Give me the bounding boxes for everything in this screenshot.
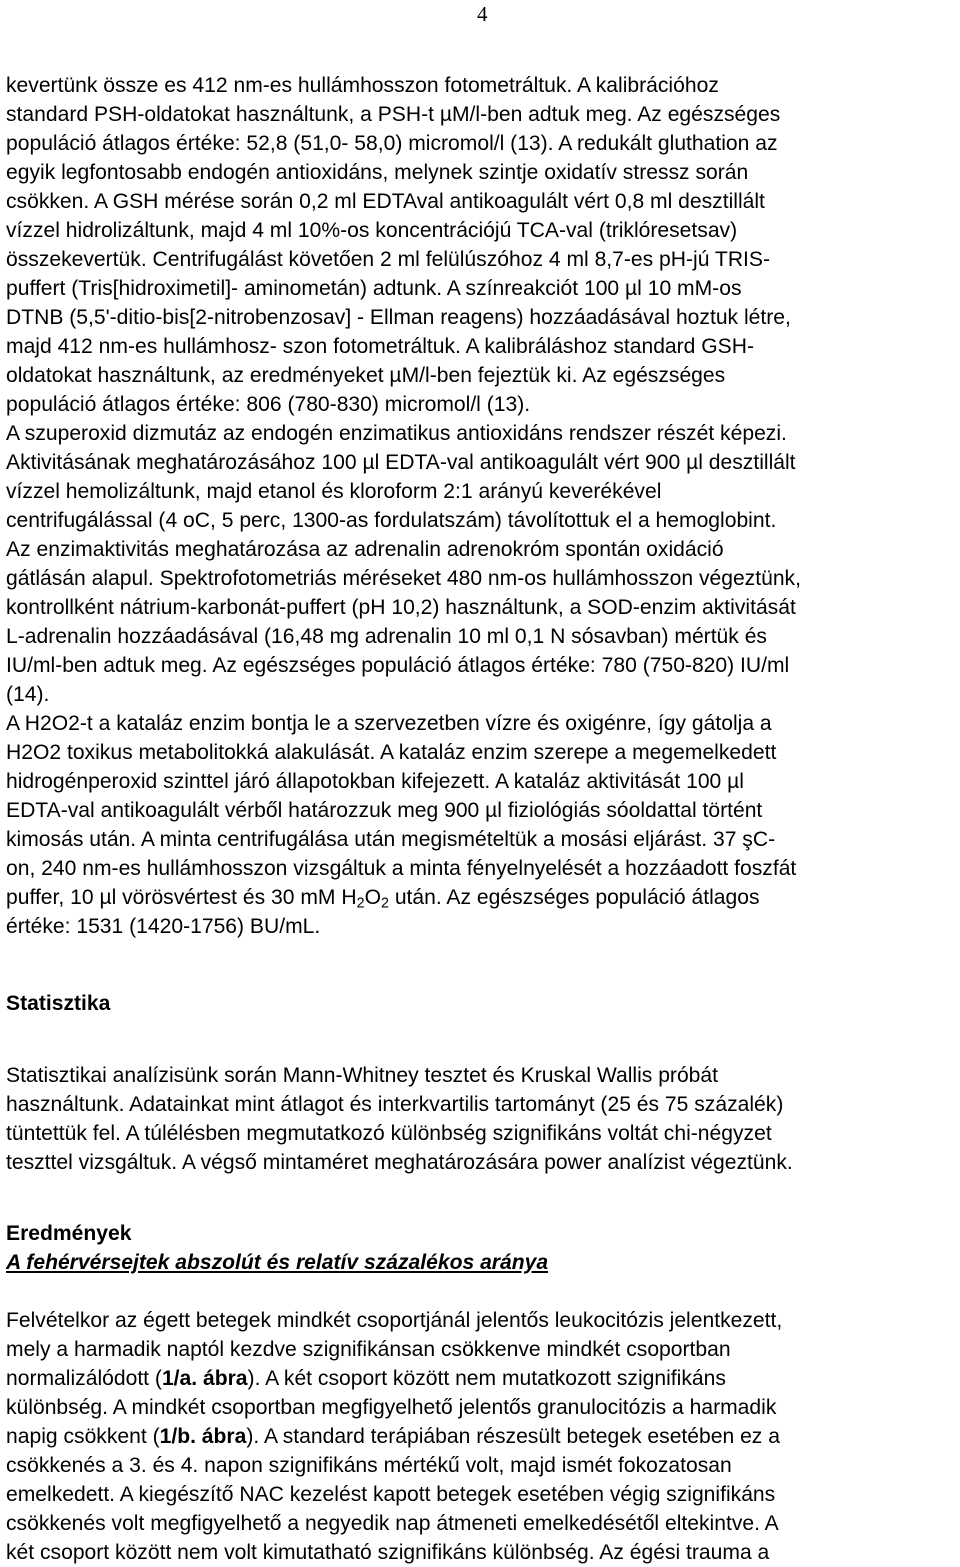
results-paragraph: [6, 1306, 956, 1567]
text-line: A H2O2-t a kataláz enzim bontja le a szervezetben vízre és oxigénre, így gátolja a: [6, 712, 772, 735]
text-line: értéke: 1531 (1420-1756) BU/mL.: [6, 915, 321, 938]
text-line: csökkenés a 3. és 4. napon szignifikáns mértékű volt, majd ismét fokozatosan: [6, 1454, 732, 1477]
page-number: 4: [477, 2, 488, 26]
text-line: Statisztikai analízisünk során Mann-Whitney tesztet és Kruskal Wallis próbát: [6, 1064, 719, 1087]
text-line: emelkedett. A kiegészítő NAC kezelést kapott betegek esetében végig szignifikáns: [6, 1483, 776, 1506]
text-line: különbség. A mindkét csoportban megfigyelhető jelentős granulocitózis a harmadik: [6, 1396, 777, 1419]
results-subheading: A fehérvérsejtek abszolút és relatív százalékos aránya: [6, 1251, 549, 1274]
text-line: mely a harmadik naptól kezdve szignifikánsan csökkenve mindkét csoportban: [6, 1338, 731, 1361]
figure-reference: 1/a. ábra: [161, 1367, 248, 1390]
text-span: napig csökkent (: [6, 1425, 160, 1448]
text-line: összekevertük. Centrifugálást követően 2 ml felülúszóhoz 4 ml 8,7-es pH-jú TRIS-: [6, 248, 771, 271]
text-line: on, 240 nm-es hullámhosszon vizsgáltuk a minta fényelnyelését a hozzáadott foszfát: [6, 857, 797, 880]
h2o2-line: [6, 883, 956, 912]
subscript: 2: [356, 895, 365, 912]
text-line: DTNB (5,5'-ditio-bis[2-nitrobenzosav] - Ellman reagens) hozzáadásával hoztuk létre,: [6, 306, 791, 329]
text-line: IU/ml-ben adtuk meg. Az egészséges populáció átlagos értéke: 780 (750-820) IU/ml: [6, 654, 790, 677]
text-line: két csoport között nem volt kimutatható szignifikáns különbség. Az égési trauma a: [6, 1541, 770, 1564]
figure-reference: 1/b. ábra: [159, 1425, 247, 1448]
page-content: [6, 71, 956, 1567]
spacer: [6, 1277, 956, 1306]
text-line: csökkenés volt megfigyelhető a negyedik nap átmeneti emelkedésétől eltekintve. A: [6, 1512, 779, 1535]
subscript: 2: [380, 895, 389, 912]
text-line: (14).: [6, 683, 50, 706]
text-line: Felvételkor az égett betegek mindkét csoportjánál jelentős leukocitózis jelentkezett,: [6, 1309, 783, 1332]
text-span: után. Az egészséges populáció átlagos: [388, 886, 760, 909]
text-line: használtunk. Adatainkat mint átlagot és interkvartilis tartományt (25 és 75 százalék): [6, 1093, 784, 1116]
text-span: puffer, 10 µl vörösvértest és 30 mM H: [6, 886, 357, 909]
text-line: EDTA-val antikoagulált vérből határozzuk meg 900 µl fiziológiás sóoldattal történt: [6, 799, 763, 822]
text-line: kevertünk össze es 412 nm-es hullámhosszon fotometráltuk. A kalibrációhoz: [6, 74, 719, 97]
text-line: H2O2 toxikus metabolitokká alakulását. A kataláz enzim szerepe a megemelkedett: [6, 741, 777, 764]
text-span: ). A két csoport között nem mutatkozott szignifikáns: [247, 1367, 726, 1390]
text-line: [6, 1422, 956, 1451]
text-line: puffert (Tris[hidroximetil]- aminometán) adtunk. A színreakciót 100 µl 10 mM-os: [6, 277, 742, 300]
spacer: [6, 1018, 956, 1061]
text-line: vízzel hidrolizáltunk, majd 4 ml 10%-os koncentrációjú TCA-val (triklóresetsav): [6, 219, 738, 242]
text-line: oldatokat használtunk, az eredményeket µM/l-ben fejeztük ki. Az egészséges: [6, 364, 726, 387]
text-line: gátlásán alapul. Spektrofotometriás méréseket 480 nm-os hullámhosszon végeztünk,: [6, 567, 801, 590]
spacer: [6, 941, 956, 989]
text-line: [6, 1364, 956, 1393]
text-line: standard PSH-oldatokat használtunk, a PSH-t µM/l-ben adtuk meg. Az egészséges: [6, 103, 781, 126]
text-line: populáció átlagos értéke: 806 (780-830) micromol/l (13).: [6, 393, 531, 416]
text-line: hidrogénperoxid szinttel járó állapotokban kifejezett. A kataláz aktivitását 100 µl: [6, 770, 744, 793]
spacer: [6, 1177, 956, 1219]
text-line: Aktivitásának meghatározásához 100 µl EDTA-val antikoagulált vért 900 µl desztillált: [6, 451, 796, 474]
text-span: ). A standard terápiában részesült betegek esetében ez a: [246, 1425, 780, 1448]
text-span: normalizálódott (: [6, 1367, 162, 1390]
text-line: A szuperoxid dizmutáz az endogén enzimatikus antioxidáns rendszer részét képezi.: [6, 422, 787, 445]
statistics-heading: Statisztika: [6, 992, 111, 1015]
text-line: L-adrenalin hozzáadásával (16,48 mg adrenalin 10 ml 0,1 N sósavban) mértük és: [6, 625, 767, 648]
text-line: tüntettük fel. A túlélésben megmutatkozó különbség szignifikáns voltát chi-négyzet: [6, 1122, 772, 1145]
text-line: egyik legfontosabb endogén antioxidáns, melynek szintje oxidatív stressz során: [6, 161, 749, 184]
text-line: csökken. A GSH mérése során 0,2 ml EDTAval antikoagulált vért 0,8 ml desztillált: [6, 190, 765, 213]
text-line: populáció átlagos értéke: 52,8 (51,0- 58,0) micromol/l (13). A redukált gluthation az: [6, 132, 778, 155]
methods-paragraph: [6, 71, 956, 941]
results-heading: Eredmények: [6, 1222, 132, 1245]
statistics-paragraph: [6, 1061, 956, 1177]
text-line: kontrollként nátrium-karbonát-puffert (pH 10,2) használtunk, a SOD-enzim aktivitását: [6, 596, 796, 619]
text-span: O: [364, 886, 381, 909]
text-line: teszttel vizsgáltuk. A végső mintaméret meghatározására power analízist végeztünk.: [6, 1151, 793, 1174]
text-line: majd 412 nm-es hullámhosz- szon fotometráltuk. A kalibráláshoz standard GSH-: [6, 335, 755, 358]
text-line: vízzel hemolizáltunk, majd etanol és kloroform 2:1 arányú keverékével: [6, 480, 662, 503]
text-line: centrifugálással (4 oC, 5 perc, 1300-as fordulatszám) távolítottuk el a hemoglobint.: [6, 509, 777, 532]
text-line: kimosás után. A minta centrifugálása után megismételtük a mosási eljárást. 37 şC-: [6, 828, 776, 851]
text-line: Az enzimaktivitás meghatározása az adrenalin adrenokróm spontán oxidáció: [6, 538, 724, 561]
